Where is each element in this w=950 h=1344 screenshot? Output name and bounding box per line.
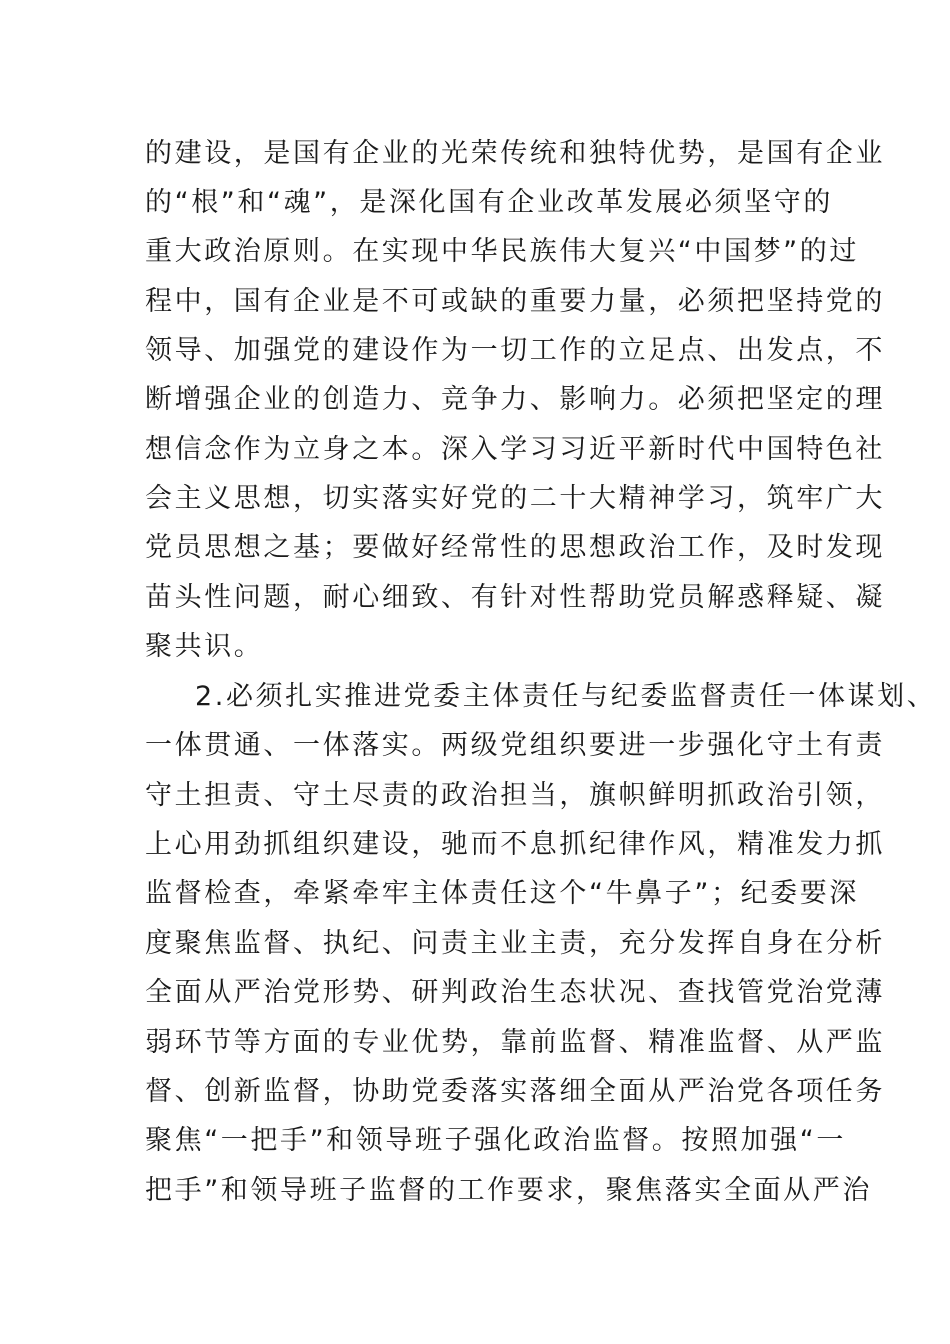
paragraph-line: 断增强企业的创造力、竞争力、影响力。必须把坚定的理 <box>145 384 885 415</box>
paragraph-line: 领导、加强党的建设作为一切工作的立足点、出发点，不 <box>145 335 885 366</box>
paragraph-line-first: 2.必须扎实推进党委主体责任与纪委监督责任一体谋划、 <box>195 681 937 712</box>
paragraph-line: 想信念作为立身之本。深入学习习近平新时代中国特色社 <box>145 434 885 465</box>
paragraph-line: 全面从严治党形势、研判政治生态状况、查找管党治党薄 <box>145 977 885 1008</box>
paragraph-line: 把手”和领导班子监督的工作要求，聚焦落实全面从严治 <box>145 1175 872 1206</box>
paragraph-line: 聚焦“一把手”和领导班子强化政治监督。按照加强“一 <box>145 1125 846 1156</box>
paragraph-line: 的“根”和“魂”，是深化国有企业改革发展必须坚守的 <box>145 187 833 218</box>
paragraph-line: 一体贯通、一体落实。两级党组织要进一步强化守土有责 <box>145 730 885 761</box>
paragraph-line: 上心用劲抓组织建设，驰而不息抓纪律作风，精准发力抓 <box>145 829 885 860</box>
paragraph-line: 会主义思想，切实落实好党的二十大精神学习，筑牢广大 <box>145 483 885 514</box>
paragraph-line: 督、创新监督，协助党委落实落细全面从严治党各项任务 <box>145 1076 885 1107</box>
paragraph-line: 弱环节等方面的专业优势，靠前监督、精准监督、从严监 <box>145 1027 885 1058</box>
paragraph-line: 的建设，是国有企业的光荣传统和独特优势，是国有企业 <box>145 138 885 169</box>
paragraph-line: 重大政治原则。在实现中华民族伟大复兴“中国梦”的过 <box>145 236 859 267</box>
paragraph-line: 程中，国有企业是不可或缺的重要力量，必须把坚持党的 <box>145 286 885 317</box>
paragraph-line: 苗头性问题，耐心细致、有针对性帮助党员解惑释疑、凝 <box>145 582 885 613</box>
paragraph-line: 聚共识。 <box>145 631 264 662</box>
paragraph-line: 守土担责、守土尽责的政治担当，旗帜鲜明抓政治引领， <box>145 780 885 811</box>
paragraph-line: 党员思想之基；要做好经常性的思想政治工作，及时发现 <box>145 532 885 563</box>
paragraph-line: 监督检查，牵紧牵牢主体责任这个“牛鼻子”；纪委要深 <box>145 878 859 909</box>
paragraph-line: 度聚焦监督、执纪、问责主业主责，充分发挥自身在分析 <box>145 928 885 959</box>
